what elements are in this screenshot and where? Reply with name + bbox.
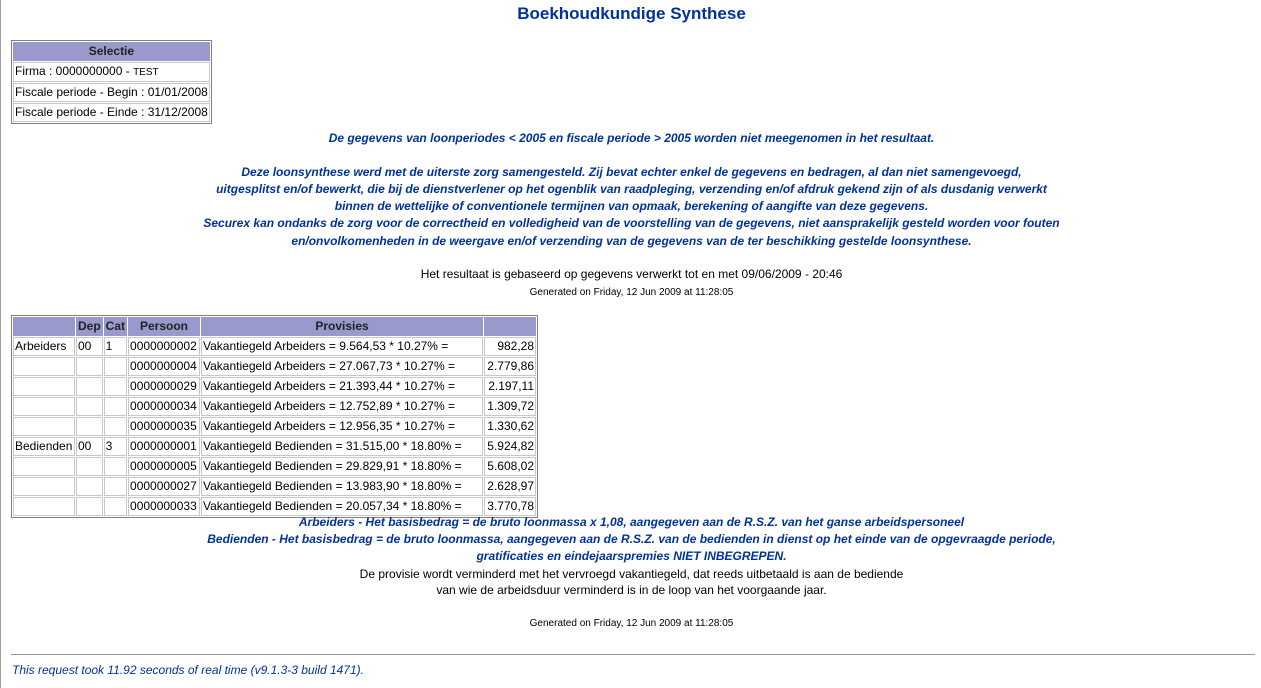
note-arbeiders: Arbeiders - Het basisbedrag = de bruto loonmassa x 1,08, aangegeven aan de R.S.Z. van het ganse arbeidspersoneel	[298, 515, 965, 529]
table-row	[13, 337, 536, 356]
cell-provisie: Vakantiegeld Bedienden = 13.983,90 * 18.80% =	[201, 477, 483, 496]
footer-timing: This request took 11.92 seconds of real time (v9.1.3-3 build 1471).	[12, 663, 364, 677]
cell-group	[13, 397, 75, 416]
selectie-header: Selectie	[13, 42, 210, 61]
cell-amount: 982,28	[484, 337, 536, 356]
disclaimer-line-4: Securex kan ondanks de zorg voor de correctheid en volledigheid van de voorstelling van de gegevens, niet aansprakelijk gesteld worden voor fouten	[203, 216, 1060, 230]
cell-amount: 5.608,02	[484, 457, 536, 476]
note-provisie-1: De provisie wordt verminderd met het vervroegd vakantiegeld, dat reeds uitbetaald is aan de bediende	[359, 567, 904, 581]
result-based-text: Het resultaat is gebaseerd op gegevens verwerkt tot en met 09/06/2009 - 20:46	[420, 267, 843, 281]
cell-provisie: Vakantiegeld Arbeiders = 9.564,53 * 10.27% =	[201, 337, 483, 356]
cell-persoon: 0000000034	[128, 397, 200, 416]
cell-persoon: 0000000033	[128, 497, 200, 516]
header-group	[13, 317, 75, 336]
cell-persoon: 0000000035	[128, 417, 200, 436]
cell-provisie: Vakantiegeld Arbeiders = 12.956,35 * 10.27% =	[201, 417, 483, 436]
cell-cat: 1	[104, 337, 127, 356]
table-row	[13, 437, 536, 456]
cell-persoon: 0000000027	[128, 477, 200, 496]
cell-cat	[104, 417, 127, 436]
header-dep: Dep	[76, 317, 103, 336]
cell-group: Arbeiders	[13, 337, 75, 356]
page-title: Boekhoudkundige Synthese	[517, 4, 746, 23]
note-provisie-2: van wie de arbeidsduur verminderd is in de loop van het voorgaande jaar.	[436, 583, 827, 597]
cell-amount: 2.197,11	[484, 377, 536, 396]
table-row	[13, 457, 536, 476]
cell-provisie: Vakantiegeld Bedienden = 29.829,91 * 18.80% =	[201, 457, 483, 476]
cell-dep: 00	[76, 337, 103, 356]
cell-amount: 5.924,82	[484, 437, 536, 456]
cell-persoon: 0000000004	[128, 357, 200, 376]
cell-persoon: 0000000005	[128, 457, 200, 476]
generated-timestamp-top: Generated on Friday, 12 Jun 2009 at 11:28:05	[529, 287, 734, 298]
cell-persoon: 0000000001	[128, 437, 200, 456]
cell-provisie: Vakantiegeld Bedienden = 31.515,00 * 18.80% =	[201, 437, 483, 456]
firma-cell	[13, 62, 210, 82]
cell-group	[13, 477, 75, 496]
table-row	[13, 377, 536, 396]
cell-cat	[104, 377, 127, 396]
cell-amount: 3.770,78	[484, 497, 536, 516]
cell-group	[13, 457, 75, 476]
cell-cat	[104, 457, 127, 476]
cell-group	[13, 417, 75, 436]
cell-provisie: Vakantiegeld Bedienden = 20.057,34 * 18.80% =	[201, 497, 483, 516]
header-provisies: Provisies	[201, 317, 483, 336]
cell-dep: 00	[76, 437, 103, 456]
cell-amount: 2.779,86	[484, 357, 536, 376]
disclaimer-line-5: en/onvolkomenheden in de weergave en/of verzending van de gegevens van de ter beschikking gestelde loonsynthese.	[291, 234, 972, 248]
cell-group: Bedienden	[13, 437, 75, 456]
firma-label: Firma : 0000000000 -	[15, 64, 134, 78]
table-row	[13, 417, 536, 436]
provisies-table	[11, 315, 538, 518]
cell-dep	[76, 457, 103, 476]
table-header-row	[13, 317, 536, 336]
table-row	[13, 397, 536, 416]
cell-cat	[104, 397, 127, 416]
header-amount	[484, 317, 536, 336]
note-bedienden-1: Bedienden - Het basisbedrag = de bruto loonmassa, aangegeven aan de R.S.Z. van de bedienden in dienst op het einde van de opgevraagde periode,	[207, 532, 1056, 546]
cell-dep	[76, 397, 103, 416]
disclaimer-line-3: binnen de wettelijke of conventionele termijnen van opmaak, berekening of aangifte van deze gegevens.	[334, 199, 929, 213]
cell-cat: 3	[104, 437, 127, 456]
cell-cat	[104, 477, 127, 496]
table-row	[13, 357, 536, 376]
cell-provisie: Vakantiegeld Arbeiders = 27.067,73 * 10.27% =	[201, 357, 483, 376]
cell-dep	[76, 377, 103, 396]
selectie-table	[11, 40, 212, 124]
fiscal-begin: Fiscale periode - Begin : 01/01/2008	[13, 83, 210, 102]
cell-group	[13, 377, 75, 396]
note-bedienden-2: gratificaties en eindejaarspremies NIET INBEGREPEN.	[476, 549, 787, 563]
firma-name: TEST	[133, 67, 159, 78]
cell-dep	[76, 357, 103, 376]
footer-divider	[11, 654, 1255, 655]
disclaimer-line-1: Deze loonsynthese werd met de uiterste zorg samengesteld. Zij bevat echter enkel de gegevens en bedragen, al dan niet samengevoegd,	[241, 165, 1022, 179]
header-cat: Cat	[104, 317, 127, 336]
cell-amount: 1.309,72	[484, 397, 536, 416]
cell-persoon: 0000000002	[128, 337, 200, 356]
header-persoon: Persoon	[128, 317, 200, 336]
cell-amount: 1.330,62	[484, 417, 536, 436]
cell-amount: 2.628,97	[484, 477, 536, 496]
cell-dep	[76, 477, 103, 496]
table-row	[13, 477, 536, 496]
notice-loonperiodes: De gegevens van loonperiodes < 2005 en fiscale periode > 2005 worden niet meegenomen in het resultaat.	[328, 131, 935, 145]
cell-group	[13, 357, 75, 376]
cell-cat	[104, 357, 127, 376]
cell-provisie: Vakantiegeld Arbeiders = 21.393,44 * 10.27% =	[201, 377, 483, 396]
cell-persoon: 0000000029	[128, 377, 200, 396]
cell-dep	[76, 417, 103, 436]
disclaimer-line-2: uitgesplitst en/of bewerkt, die bij de dienstverlener op het ogenblik van raadpleging, verzending en/of afdruk gekend zijn of als dusdanig verwerkt	[216, 182, 1047, 196]
generated-timestamp-bottom: Generated on Friday, 12 Jun 2009 at 11:28:05	[529, 618, 734, 629]
cell-provisie: Vakantiegeld Arbeiders = 12.752,89 * 10.27% =	[201, 397, 483, 416]
fiscal-end: Fiscale periode - Einde : 31/12/2008	[13, 103, 210, 122]
